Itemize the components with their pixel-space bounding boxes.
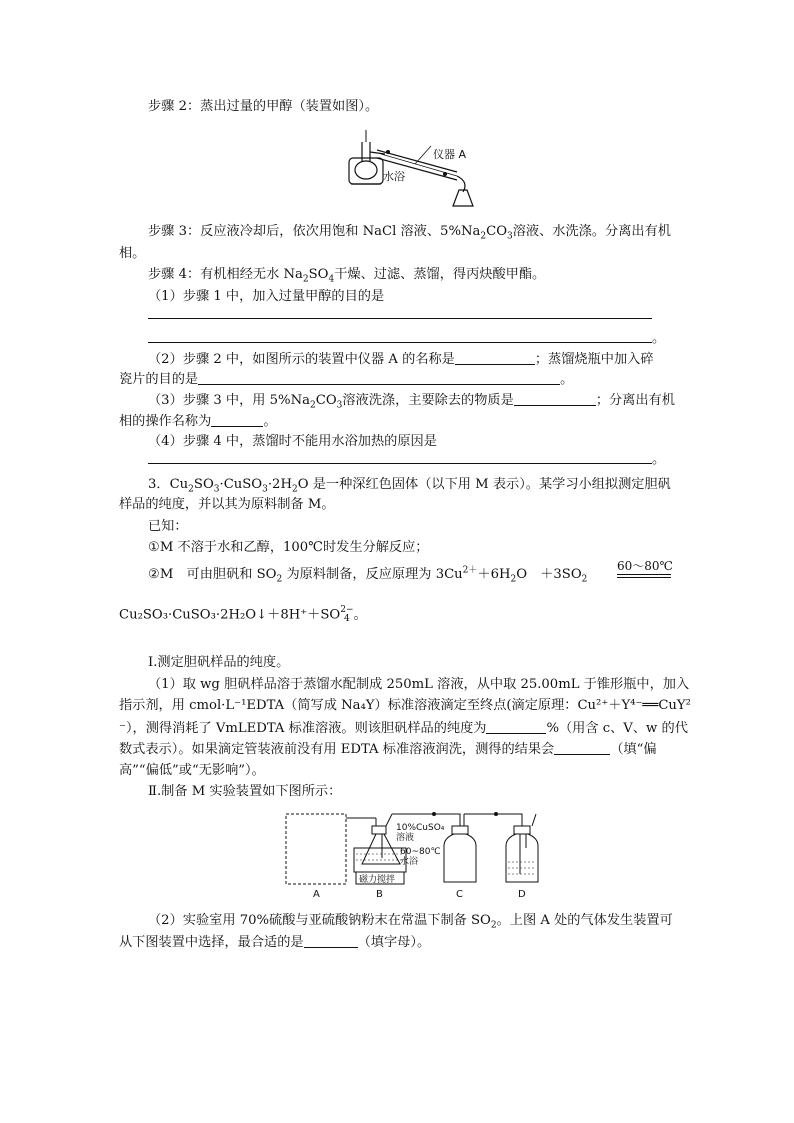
known-1: ①M 不溶于水和乙醇，100℃时发生分解反应； bbox=[148, 540, 429, 555]
s1-blank-purity[interactable] bbox=[486, 720, 546, 734]
label-temp: 60~80℃ bbox=[400, 847, 441, 857]
p3-line2: 样品的纯度，并以其为原料制备 M。 bbox=[119, 497, 335, 512]
s1-line3: ⁻），测得消耗了 VmLEDTA 标准溶液。则该胆矾样品的纯度为 %（用含 c、V、w 的代 bbox=[119, 721, 688, 736]
label-bath2: 水浴 bbox=[400, 857, 419, 867]
section-2-heading: Ⅱ.制备 M 实验装置如下图所示： bbox=[148, 784, 342, 799]
q2-blank-purpose[interactable] bbox=[198, 371, 560, 385]
distillation-figure bbox=[345, 128, 477, 210]
label-D: D bbox=[518, 889, 526, 900]
label-a: 仪器 A bbox=[433, 148, 467, 161]
q4-answer-line[interactable] bbox=[148, 463, 652, 464]
label-C: C bbox=[456, 889, 463, 900]
s1-line4: 数式表示）。如果滴定管装液前没有用 EDTA 标准溶液润洗，测得的结果会 （填“偏 bbox=[119, 742, 657, 757]
q1-answer-line-1[interactable] bbox=[148, 318, 652, 319]
s1-line5: 高”“偏低”或“无影响”）。 bbox=[119, 763, 265, 778]
known-label: 已知： bbox=[148, 519, 188, 534]
p3-line1: 3．$Cu_2SO_3\cdot CuSO_3\cdot 2H_2O$ 是一种深红色固体（以下用 M 表示）。某学习小组拟测定胆矾 bbox=[148, 477, 671, 495]
label-stir: 磁力搅拌 bbox=[359, 875, 396, 885]
s2-line1: （2）实验室用 70%硫酸与亚硫酸钠粉末在常温下制备 $SO_2$。上图 A 处的气体发生装置可 bbox=[148, 913, 673, 931]
s1-line1: （1）取 wg 胆矾样品溶于蒸馏水配制成 250mL 溶液，从中取 25.00mL 于锥形瓶中，加入 bbox=[148, 677, 690, 692]
label-A: A bbox=[313, 889, 320, 900]
step3-line1: 步骤 3：反应液冷却后，依次用饱和 NaCl 溶液、$5\%Na_2CO_3$溶液、水洗涤。分离出有机 bbox=[148, 224, 671, 242]
q2-line1: （2）步骤 2 中，如图所示的装置中仪器 A 的名称是 ；蒸馏烧瓶中加入碎 bbox=[148, 352, 654, 367]
q3-blank-operation[interactable] bbox=[211, 413, 263, 427]
step2-text: 步骤 2：蒸出过量的甲醇（装置如图）。 bbox=[148, 99, 379, 114]
s1-blank-effect[interactable] bbox=[554, 741, 610, 755]
known-2: ②M 可由胆矾和 $SO_2$ 为原料制备，反应原理为 $3Cu^{2+}+6H_2O$ $+3SO_2$ bbox=[148, 565, 588, 585]
q3-blank-substance[interactable] bbox=[514, 392, 596, 406]
q3-line1: （3）步骤 3 中，用 $5\%Na_2CO_3$溶液洗涤，主要除去的物质是 ；分离出有机 bbox=[148, 393, 675, 411]
reaction-condition: 60～80℃ bbox=[617, 559, 673, 573]
q4-text: （4）步骤 4 中，蒸馏时不能用水浴加热的原因是 bbox=[148, 434, 437, 449]
s2-line2: 从下图装置中选择，最合适的是 （填字母）。 bbox=[119, 935, 431, 950]
q3-line2: 相的操作名称为 。 bbox=[119, 414, 277, 429]
q1-answer-line-2[interactable] bbox=[148, 342, 652, 343]
step4-text: 步骤 4：有机相经无水 $Na_2SO_4$干燥、过滤、蒸馏，得丙炔酸甲酯。 bbox=[148, 267, 546, 285]
q1-text: （1）步骤 1 中，加入过量甲醇的目的是 bbox=[148, 289, 385, 304]
section-1-heading: Ⅰ.测定胆矾样品的纯度。 bbox=[148, 655, 290, 670]
q2-blank-name[interactable] bbox=[455, 351, 535, 365]
apparatus-figure bbox=[284, 808, 546, 900]
label-cuso4: 10%CuSO₄ bbox=[396, 823, 445, 833]
label-B: B bbox=[376, 889, 383, 900]
s2-blank-device[interactable] bbox=[304, 934, 358, 948]
label-solution: 溶液 bbox=[396, 833, 415, 843]
s1-line2: 指示剂，用 cmol·L⁻¹EDTA（简写成 Na₄Y）标准溶液滴定至终点(滴定原理：Cu²⁺＋Y⁴⁻══CuY² bbox=[119, 698, 691, 713]
q2-line2: 瓷片的目的是 。 bbox=[119, 372, 574, 387]
label-bath: 水浴 bbox=[383, 170, 405, 183]
step3-line2: 相。 bbox=[119, 246, 146, 261]
reaction-product: Cu₂SO₃·CuSO₃·2H₂O↓＋8H⁺＋SO 2− 4 。 bbox=[119, 605, 367, 624]
